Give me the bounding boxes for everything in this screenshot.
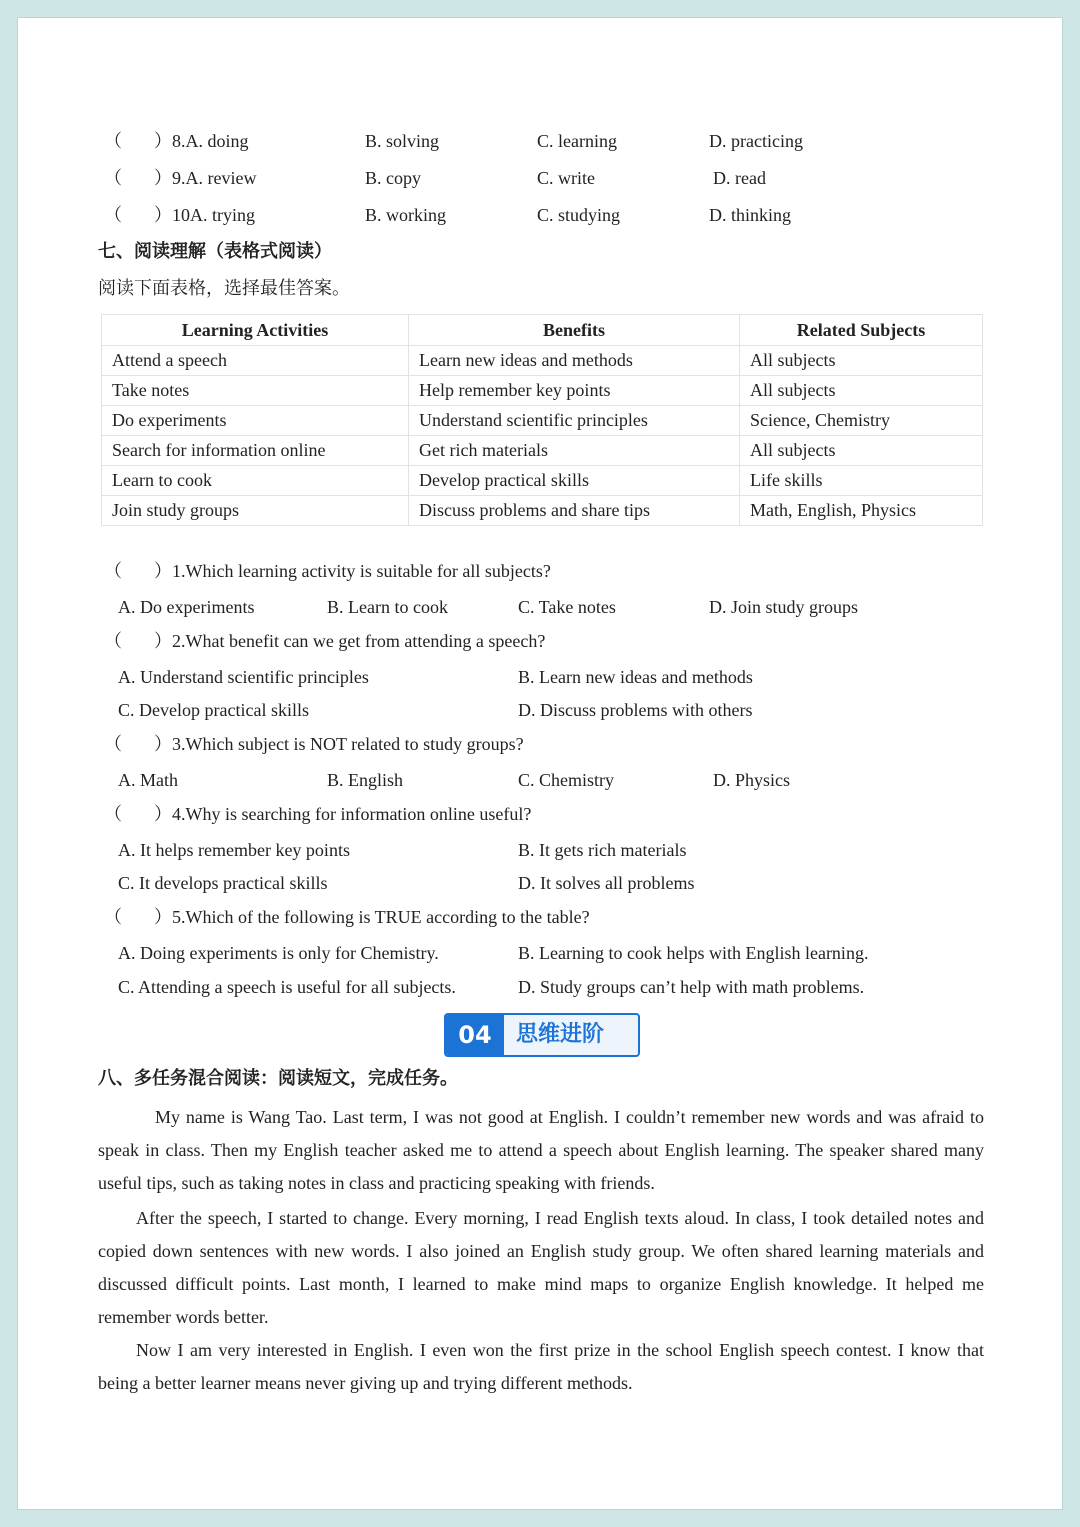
table-row xyxy=(102,346,983,376)
table-cell: Get rich materials xyxy=(409,436,740,466)
section7-instruction: 阅读下面表格，选择最佳答案。 xyxy=(98,278,350,299)
badge-title: 思维进阶 xyxy=(516,1022,605,1047)
answer-paren: （ xyxy=(104,804,122,824)
badge-number: 04 xyxy=(446,1015,504,1055)
table-row xyxy=(102,466,983,496)
option-b: B. Learning to cook helps with English learning. xyxy=(518,943,869,963)
answer-paren: （ xyxy=(104,205,122,225)
table-header: Related Subjects xyxy=(740,315,983,346)
table-row xyxy=(102,496,983,526)
option-a: A. Doing experiments is only for Chemistry. xyxy=(118,943,439,963)
table-cell: Learn new ideas and methods xyxy=(409,346,740,376)
table-cell: Understand scientific principles xyxy=(409,406,740,436)
table-cell: Science, Chemistry xyxy=(740,406,983,436)
section8-title: 八、多任务混合阅读：阅读短文，完成任务。 xyxy=(98,1068,458,1089)
table-cell: Learn to cook xyxy=(102,466,409,496)
table-row xyxy=(102,406,983,436)
option-a: A. Math xyxy=(118,770,178,790)
option-d: D. Study groups can’t help with math problems. xyxy=(518,977,865,997)
table-header: Learning Activities xyxy=(102,315,409,346)
cloze-option-c: C. write xyxy=(537,168,595,188)
table-header-row xyxy=(102,315,983,346)
option-b: B. Learn new ideas and methods xyxy=(518,667,753,687)
option-c: C. It develops practical skills xyxy=(118,873,328,893)
answer-paren: （ xyxy=(104,561,122,581)
answer-paren: （ xyxy=(104,734,122,754)
worksheet-page xyxy=(18,18,1062,1509)
table-cell: Do experiments xyxy=(102,406,409,436)
answer-paren: （ xyxy=(104,168,122,188)
option-c: C. Attending a speech is useful for all subjects. xyxy=(118,977,456,997)
cloze-option-d: D. read xyxy=(713,168,766,188)
cloze-option-b: B. solving xyxy=(365,131,440,151)
cloze-option-a: ）10A. trying xyxy=(154,205,255,225)
activities-table xyxy=(101,314,983,526)
question-text: ）1.Which learning activity is suitable for all subjects? xyxy=(154,561,551,581)
answer-paren: （ xyxy=(104,907,122,927)
section7-title: 七、阅读理解（表格式阅读） xyxy=(98,241,332,262)
question-text: ）5.Which of the following is TRUE according to the table? xyxy=(154,907,590,927)
cloze-option-a: ）9.A. review xyxy=(154,168,257,188)
table-cell: Take notes xyxy=(102,376,409,406)
option-d: D. Discuss problems with others xyxy=(518,700,753,720)
cloze-option-b: B. copy xyxy=(365,168,421,188)
cloze-option-c: C. studying xyxy=(537,205,621,225)
cloze-option-a: ）8.A. doing xyxy=(154,131,249,151)
section-badge xyxy=(444,1013,640,1057)
cloze-option-d: D. practicing xyxy=(709,131,803,151)
cloze-option-b: B. working xyxy=(365,205,446,225)
table-cell: Attend a speech xyxy=(102,346,409,376)
table-header: Benefits xyxy=(409,315,740,346)
answer-paren: （ xyxy=(104,131,122,151)
table-cell: Math, English, Physics xyxy=(740,496,983,526)
table-cell: Help remember key points xyxy=(409,376,740,406)
question-text: ）3.Which subject is NOT related to study groups? xyxy=(154,734,524,754)
cloze-option-d: D. thinking xyxy=(709,205,792,225)
question-text: ）4.Why is searching for information online useful? xyxy=(154,804,532,824)
table-cell: Life skills xyxy=(740,466,983,496)
option-d: D. Join study groups xyxy=(709,597,859,617)
answer-paren: （ xyxy=(104,631,122,651)
passage-paragraph-2: After the speech, I started to change. Every morning, I read English texts aloud. In class, I took detailed notes and copied down sentences with new words. I also joined an English study group. We often shared learning materials and discussed difficult points. Last month, I learned to make mind maps to organize English knowledge. It helped me remember words better. xyxy=(98,1208,984,1327)
table-cell: All subjects xyxy=(740,436,983,466)
passage-paragraph-3: Now I am very interested in English. I even won the first prize in the school English speech contest. I know that being a better learner means never giving up and trying different methods. xyxy=(98,1340,984,1393)
table-cell: All subjects xyxy=(740,346,983,376)
passage-paragraph-1: My name is Wang Tao. Last term, I was not good at English. I couldn’t remember new words and was afraid to speak in class. Then my English teacher asked me to attend a speech about English learning. The speaker shared many useful tips, such as taking notes in class and practicing speaking with friends. xyxy=(98,1107,984,1193)
cloze-option-c: C. learning xyxy=(537,131,617,151)
option-a: A. Understand scientific principles xyxy=(118,667,369,687)
table-row xyxy=(102,436,983,466)
table-cell: Join study groups xyxy=(102,496,409,526)
option-d: D. It solves all problems xyxy=(518,873,695,893)
table-cell: Develop practical skills xyxy=(409,466,740,496)
option-a: A. Do experiments xyxy=(118,597,255,617)
table-cell: Discuss problems and share tips xyxy=(409,496,740,526)
table-row xyxy=(102,376,983,406)
option-a: A. It helps remember key points xyxy=(118,840,350,860)
table-cell: Search for information online xyxy=(102,436,409,466)
question-text: ）2.What benefit can we get from attending a speech? xyxy=(154,631,546,651)
option-b: B. Learn to cook xyxy=(327,597,448,617)
option-c: C. Take notes xyxy=(518,597,616,617)
option-d: D. Physics xyxy=(713,770,791,790)
option-c: C. Chemistry xyxy=(518,770,615,790)
option-b: B. It gets rich materials xyxy=(518,840,687,860)
table-cell: All subjects xyxy=(740,376,983,406)
option-b: B. English xyxy=(327,770,404,790)
option-c: C. Develop practical skills xyxy=(118,700,309,720)
